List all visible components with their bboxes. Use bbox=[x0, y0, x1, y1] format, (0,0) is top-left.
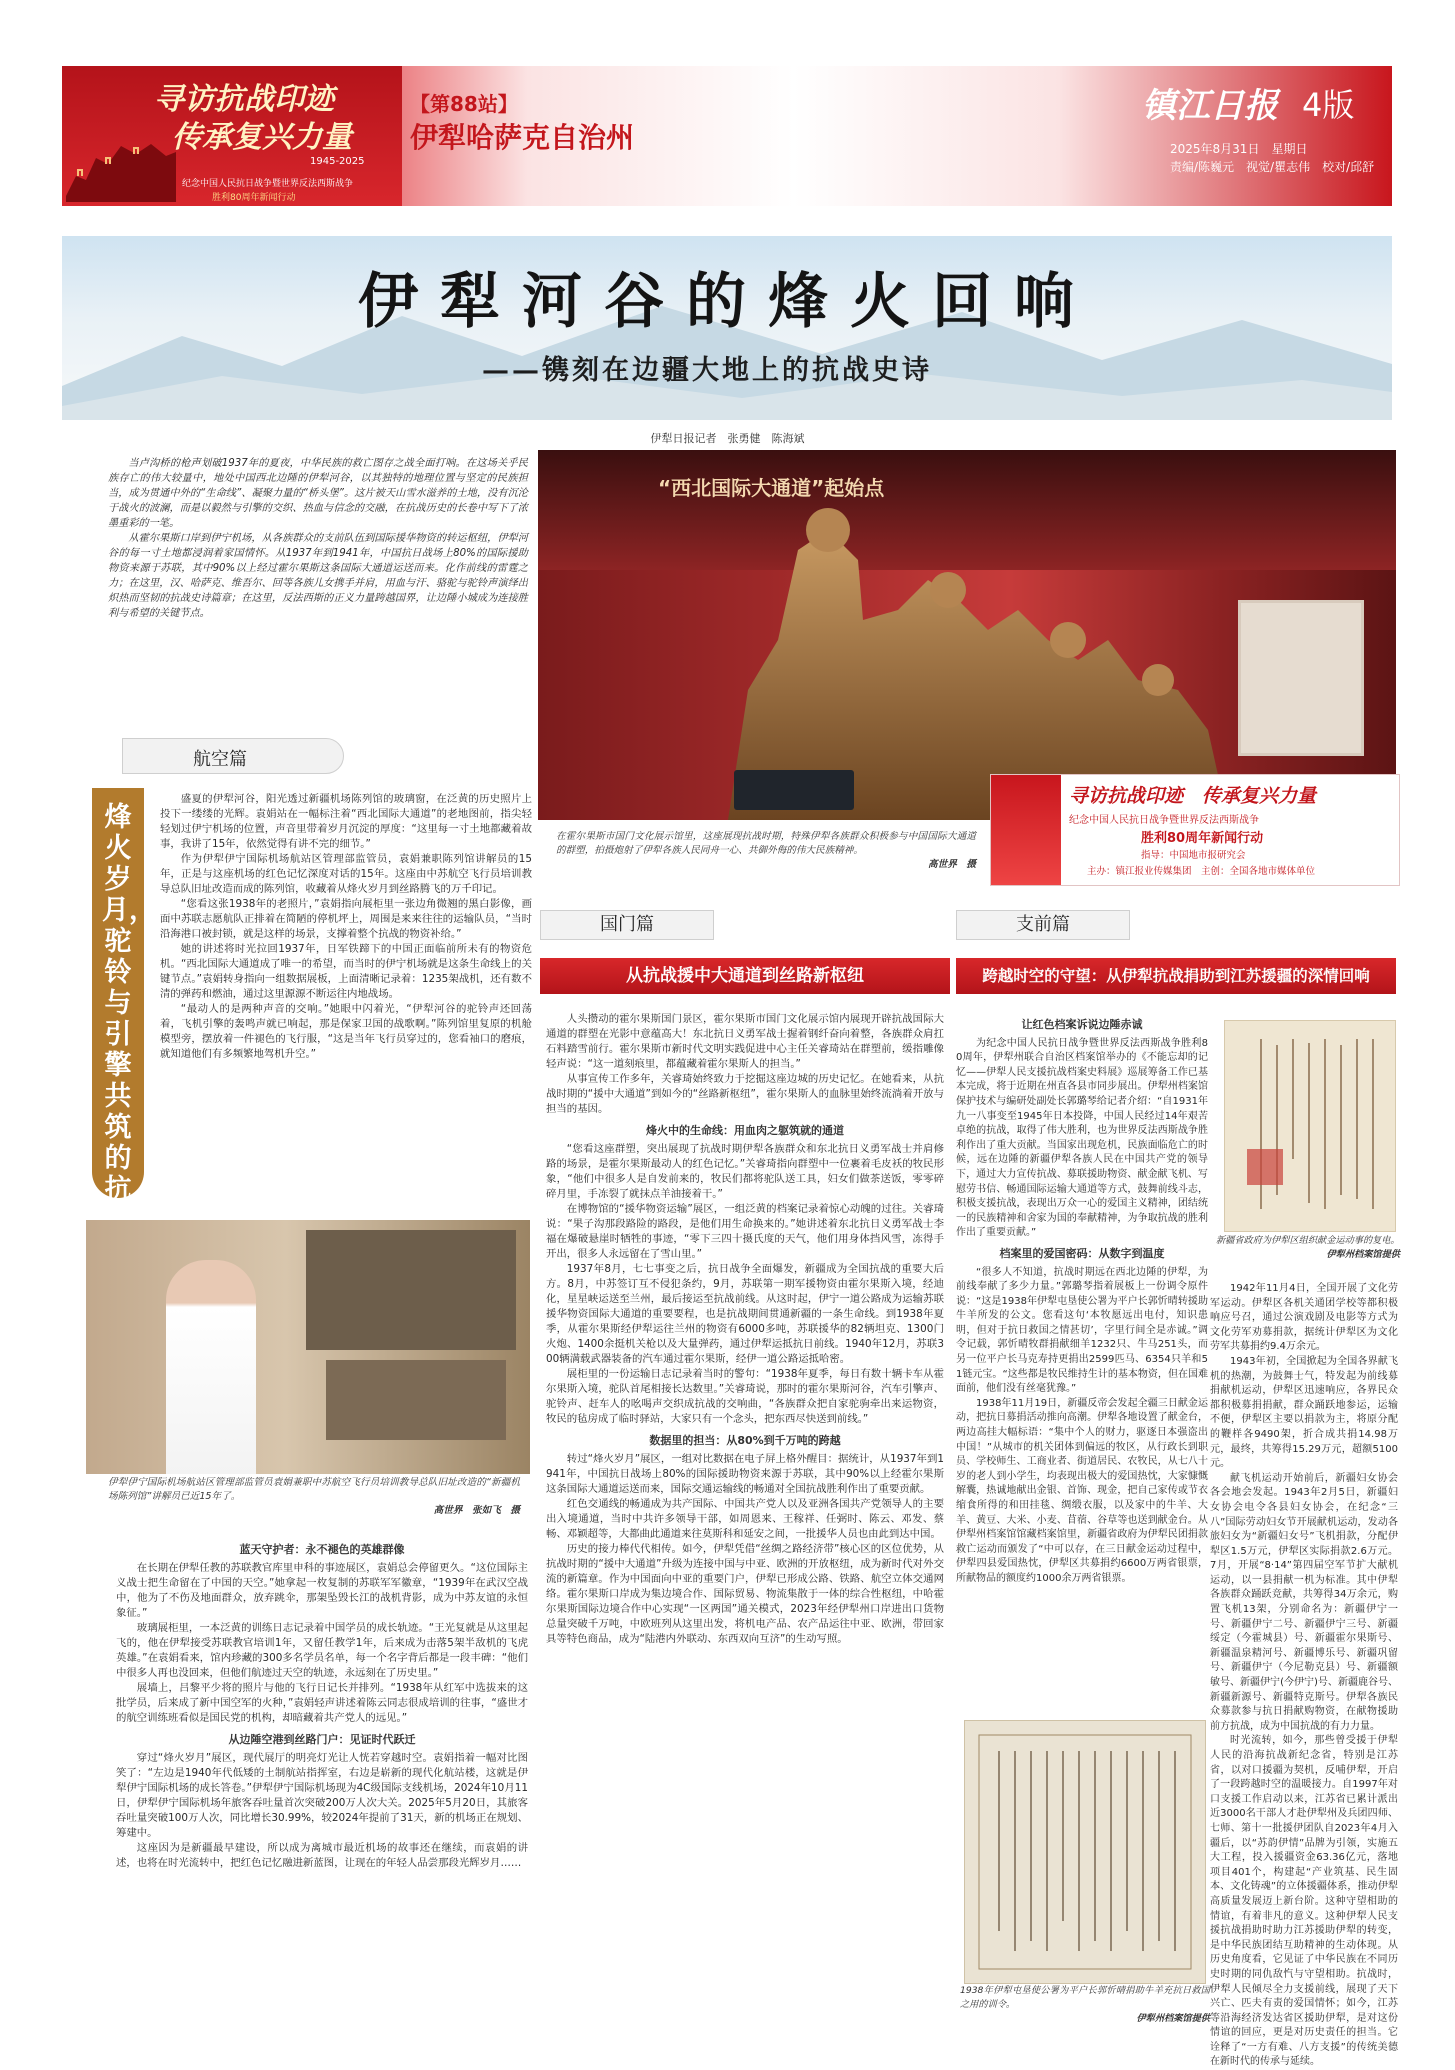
paragraph: 盛夏的伊犁河谷，阳光透过新疆机场陈列馆的玻璃窗，在泛黄的历史照片上投下一缕缕的光辉。袁娟站在一幅标注着“西北国际大通道”的老地图前，指尖轻轻划过伊宁机场的位置，声音里带着岁月沉淀的厚度：“这里每一寸土地都藏着故事，我讲了15年，依然觉得有讲不完的细节。” bbox=[160, 793, 532, 850]
support-headline: 跨越时空的守望：从伊犁抗战捐助到江苏援疆的深情回响 bbox=[956, 958, 1396, 994]
paragraph: 红色交通线的畅通成为共产国际、中国共产党人以及亚洲各国共产党领导人的主要出入境通道，当时中共许多领导干部，如周恩来、王稼祥、任弼时、陈云、邓发、蔡畅、邓颖超等，大都曲此通道来往莫斯科和延安之间，一批援华人员也由此到达中国。 bbox=[546, 1498, 944, 1540]
paragraph: 时光流转，如今，那些曾受援于伊犁人民的沿海抗战新纪念省，特别是江苏省，以对口援疆为契机，反哺伊犁，开启了一段跨越时空的温暖接力。自1997年对口支援工作启动以来，江苏省已累计派出近3000名干部人才赴伊犁州及兵团四师、七师、第十一批援伊团队自2023年4月入疆后，以“苏韵伊情”品牌为引领，实施五大工程，投入援疆资金63.36亿元，落地项目401个，构建起“产业筑基、民生固本、文化铸魂”的立体援疆体系，推动伊犁高质量发展迈上新台阶。这种守望相助的情谊，有着非凡的意义。这种伊犁人民支援抗战捐助时助力江苏援助伊犁的转变，是中华民族团结互助精神的生动体现。从历史角度看，它见证了中华民族在不同历史时期的同仇敌忾与守望相助。抗战时，伊犁人民倾尽全力支援前线，展现了天下兴亡、匹夫有责的爱国情怀；如今，江苏等沿海经济发达省区援助伊犁，是对这份情谊的回应，更是对历史责任的担当。它诠释了“一方有难、八方支援”的传统美德在新时代的传承与延续。 bbox=[1210, 1735, 1398, 2068]
main-photo-credit: 高世界 摄 bbox=[928, 859, 976, 870]
section-gateway-label bbox=[540, 910, 714, 940]
paragraph: 她的讲述将时光拉回1937年，日军铁蹄下的中国正面临前所未有的物资危机。“西北国际大通道成了唯一的希望，而当时的伊宁机场就是这条生命线上的关键节点。”袁娟转身指向一组数据展板，上面清晰记录着：1235架战机，还有数不清的弹药和燃油，通过这里源源不断运往内地战场。 bbox=[160, 943, 532, 1000]
great-wall-icon bbox=[66, 136, 176, 202]
badge-red-edge bbox=[991, 775, 1061, 885]
campaign-years: 1945-2025 bbox=[310, 156, 365, 167]
main-photo-caption-text: 在霍尔果斯市国门文化展示馆里，这座展现抗战时期，特殊伊犁各族群众积极参与中国国际大通道的群塑，拍摄炮射了伊犁各族人民同舟一心、共御外侮的伟大民族精神。 bbox=[556, 831, 976, 856]
masthead bbox=[62, 66, 1392, 206]
exhibit-plaque bbox=[734, 770, 854, 810]
vertical-title-text: 烽火岁月，驼铃与引擎共筑的抗 bbox=[102, 802, 156, 1205]
paragraph: “很多人不知道，抗战时期远在西北边陲的伊犁，为前线奉献了多少力量。”郭璐琴指着展板上一份调令原件说：“这是1938年伊犁屯垦使公署为平户长郭忻晴转援助牛羊所发的公文。您看这句‘本牧愿远出电付，知识患明，但对于抗日救国之情甚切’，字里行间全是赤诚。”调令记载，郭忻晴牧群捐献细羊1232只、牛马251头，而另一位平户长马克寿持更捐出2599匹马、6354只羊和51链元宝。“这些都是牧民维持生计的基本物资，但在国难面前，他们没有丝毫犹豫。” bbox=[956, 1266, 1208, 1395]
guide-figure bbox=[166, 1260, 256, 1474]
vertical-title bbox=[92, 788, 156, 1205]
paragraph: 这座因为是新疆最早建设，所以成为离城市最近机场的故事还在继续，而袁娟的讲述，也将在时光流转中，把红色记忆融进新蓝图，让现在的年轻人品尝那段光辉岁月…… bbox=[116, 1842, 528, 1869]
archive-order-photo bbox=[964, 1720, 1206, 1984]
paragraph: 献飞机运动开始前后，新疆妇女协会各会地会发起。1943年2月5日，新疆妇女协会电令各县妇女协会，在纪念“三八”国际劳动妇女节开展献机运动，发动各旅妇女为“新疆妇女号”飞机捐款，分配伊犁区1.5万元，伊犁区实际捐款2.6万元。7月，开展“8·14”第四届空军节扩大献机运动，以一县捐献一机为标准。其中伊犁各族群众踊跃竞献，共筹得34万余元，购置飞机13架，分别命名为：新疆伊宁一号、新疆伊宁二号、新疆伊宁三号、新疆绥定（今霍城县）号、新疆霍尔果斯号、新疆温泉精河号、新疆博乐号、新疆巩留号、新疆伊宁（今尼勒克县）号、新疆额敏号、新疆伊宁(今伊宁)号、新疆鹿谷号、新疆新源号、新疆特克斯号。伊犁各族民众募款参与抗日捐献购物资，在献物援助前方抗战，成为中国抗战的有力力量。 bbox=[1210, 1472, 1398, 1732]
badge-line1: 寻访抗战印迹 传承复兴力量 bbox=[1069, 785, 1317, 807]
aviation-text-bottom bbox=[116, 1536, 528, 1871]
guide-photo-credit: 高世界 张如飞 摄 bbox=[433, 1505, 520, 1516]
paragraph: 1942年11月4日，全国开展了文化劳军运动。伊犁区各机关通团学校等都积极响应号召，通过公演戏剧及电影等方式为文化劳军劝募捐款，据统计伊犁区为文化劳军共募捐约9.4万余元。 bbox=[1210, 1283, 1398, 1353]
paragraph: 从事宣传工作多年，关睿琦始终致力于挖掘这座边城的历史记忆。在她看来，从抗战时期的“援中大通道”到如今的“丝路新枢纽”，霍尔果斯人的血脉里始终流淌着开放与担当的基因。 bbox=[546, 1073, 944, 1115]
paragraph: 历史的接力棒代代相传。如今，伊犁凭借“丝绸之路经济带”核心区的区位优势，从抗战时期的“援中大通道”升级为连接中国与中亚、欧洲的开放枢纽，成为新时代对外交流的新篇章。作为中国面向中亚的重要门户，伊犁已形成公路、铁路、航空立体交通网络。霍尔果斯口岸成为集边境合作、国际贸易、物流集散于一体的综合性枢纽，中哈霍尔果斯国际边境合作中心实现“一区两国”通关模式，2023年经伊犁州口岸进出口货物总量突破千万吨，中欧班列从这里出发，将机电产品、农产品运往中亚、欧洲，带回家具等特色商品，成为“陆港内外联动、东西双向互济”的生动写照。 bbox=[546, 1543, 944, 1645]
photo-wall-frame bbox=[326, 1360, 506, 1440]
main-photo bbox=[538, 450, 1396, 820]
section-aviation-text: 航空篇 bbox=[193, 749, 247, 770]
guide-photo bbox=[86, 1220, 530, 1474]
main-photo-banner: “西北国际大通道”起始点 bbox=[658, 476, 885, 500]
stop-label: 【第88站】 bbox=[410, 92, 518, 116]
campaign-sub2: 胜利80周年新闻行动 bbox=[212, 193, 296, 203]
subheading: 数据里的担当：从80%到千万吨的跨越 bbox=[649, 1434, 841, 1447]
paragraph: 在博物馆的“援华物资运输”展区，一组泛黄的档案记录着惊心动魄的过往。关睿琦说：“果子沟那段路险的路段，是他们用生命换来的。”她讲述着东北抗日义勇军战士李福在爆破悬崖时牺牲的事迹，“零下三四十摄氏度的天气，他们用身体挡风雪，冻得手开出，很多人永远留在了雪山里。” bbox=[546, 1203, 944, 1260]
gateway-text bbox=[546, 1012, 944, 1647]
archive-order-caption bbox=[960, 1984, 1210, 2026]
support-text-right bbox=[1210, 1282, 1398, 2070]
section-gateway-text: 国门篇 bbox=[600, 914, 654, 935]
subheading: 档案里的爱国密码：从数字到温度 bbox=[999, 1246, 1165, 1260]
page-label: 4版 bbox=[1302, 86, 1355, 124]
campaign-sub: 纪念中国人民抗日战争暨世界反法西斯战争 bbox=[182, 179, 354, 189]
paragraph: “您看这座群塑，突出展现了抗战时期伊犁各族群众和东北抗日义勇军战士并肩修路的场景，是霍尔果斯最动人的红色记忆。”关睿琦指向群塑中一位裹着毛皮袄的牧民形象，“他们中很多人是自发前来的，牧民们都将驼队送工具，妇女们做茶送饭，零零碎碎月里，手冻裂了就抹点羊油接着干。” bbox=[546, 1143, 944, 1200]
paragraph: 作为伊犁伊宁国际机场航站区管理部监管员，袁娟兼职陈列馆讲解员的15年，正是与这座机场的红色记忆深度对话的15年。这座由中苏航空飞行员培训教导总队旧址改造而成的陈列馆，收藏着从烽火岁月到丝路腾飞的万千印记。 bbox=[160, 853, 532, 895]
archive-document-caption-text: 新疆省政府为伊犁区组织献金运动事的复电。 bbox=[1216, 1235, 1400, 1246]
archive-document-photo bbox=[1224, 1020, 1396, 1232]
paragraph: 1943年初，全国掀起为全国各界献飞机的热潮，为鼓舞士气，特发起为前线募捐献机运动，伊犁区迅速响应，各界民众都积极募捐捐献，群众踊跃地参运，运输不便，伊犁区主要以捐款为主，将原分配的鞭样各9490架，折合成共捐14.98万元，最终，共筹得15.29万元，超额5100元。 bbox=[1210, 1355, 1398, 1470]
archive-document-credit: 伊犁州档案馆提供 bbox=[1326, 1249, 1400, 1260]
paragraph: 1937年8月，七七事变之后，抗日战争全面爆发，新疆成为全国抗战的重要大后方。8月，中苏签订互不侵犯条约，9月，苏联第一期军援物资由霍尔果斯入境，经迪化，星星峡运送至兰州，最后接运至抗战前线。从这时起，伊宁一道公路成为运输苏联援华物资国际大通道的重要要程，也是抗战期间贯通新疆的一条生命线。到1938年夏季，从霍尔果斯经伊犁运往兰州的物资有6000多吨，苏联援华的82辆坦克、1300门火炮、1400余挺机关枪以及大量弹药，通过伊犁运抵抗日前线。1940年12月，苏联300辆满载武器装备的汽车通过霍尔果斯，经伊一道公路运抵哈密。 bbox=[546, 1263, 944, 1365]
badge-line4: 指导：中国地市报研究会 bbox=[1141, 850, 1246, 861]
paragraph: 在长期在伊犁任教的苏联教官库里申科的事迹展区，袁娟总会停留更久。“这位国际主义战士把生命留在了中国的天空。”她拿起一枚复制的苏联军军徽章，“1939年在武汉空战中，他为了不伤及地面群众，放弃跳伞，那架坠毁长江的战机背影，成为中苏友谊的永恒象征。” bbox=[116, 1562, 528, 1619]
intro-paragraph: 当卢沟桥的枪声划破1937年的夏夜，中华民族的救亡图存之战全面打响。在这场关乎民族存亡的伟大较量中，地处中国西北边陲的伊犁河谷，以其独特的地理位置与坚定的民族担当，成为贯通中外的“生命线”、凝聚力量的“桥头堡”。这片被天山雪水滋养的土地，没有沉沦于战火的波澜，而是以毅然与引擎的交织、热血与信念的交融，在抗战历史的长卷中写下了浓墨重彩的一笔。 bbox=[108, 458, 528, 529]
exhibit-screen bbox=[1238, 600, 1364, 756]
handwriting-icon bbox=[975, 1731, 1195, 1973]
hero-title: 伊犁河谷的烽火回响 bbox=[358, 267, 1096, 337]
section-aviation-label bbox=[122, 738, 344, 774]
newspaper-name: 镇江日报 bbox=[1142, 86, 1278, 126]
badge-line5: 主办：镇江报业传媒集团 主创：全国各地市媒体单位 bbox=[1087, 866, 1316, 877]
subheading: 从边陲空港到丝路门户：见证时代跃迁 bbox=[228, 1733, 416, 1746]
byline: 伊犁日报记者 张勇健 陈海斌 bbox=[650, 432, 805, 445]
section-support-label bbox=[956, 910, 1130, 940]
editors-line: 责编/陈巍元 视觉/瞿志伟 校对/邱舒 bbox=[1170, 160, 1375, 174]
campaign-logo bbox=[62, 66, 402, 206]
paragraph: 展柜里的一份运输日志记录着当时的警句：“1938年夏季，每日有数十辆卡车从霍尔果斯入境，驼队首尾相接长达数里。”关睿琦说，那时的霍尔果斯河谷，汽车引擎声、驼铃声、赶车人的吆喝声交织成抗战的交响曲，“各族群众把自家驼驹牵出来运物资，牧民的毡房成了临时驿站，大家只有一个念头，把东西尽快送到前线。” bbox=[546, 1368, 944, 1425]
paragraph: 人头攒动的霍尔果斯国门景区，霍尔果斯市国门文化展示馆内展现开辟抗战国际大通道的群塑在光影中意蕴高大！东北抗日义勇军战士握着钢纤奋向着整，各族群众肩扛石料踏雪前行。霍尔果斯市新时代文明实践促进中心主任关睿琦站在群塑前，缓指雕像轻声说：“这一道刻痕里，都蕴藏着霍尔果斯人的担当。” bbox=[546, 1013, 944, 1070]
campaign-badge bbox=[990, 774, 1400, 886]
handwriting-icon bbox=[1233, 1029, 1387, 1223]
section-support-text: 支前篇 bbox=[1016, 914, 1070, 935]
paragraph: 玻璃展柜里，一本泛黄的训练日志记录着中国学员的成长轨迹。“王光复就是从这里起飞的，他在伊犁接受苏联教官培训1年，又留任教学1年，后来成为击落5架半敌机的飞虎英雄。”在袁娟看来，馆内珍藏的300多名学员名单，每一个名字背后都是一段丰碑：“他们中很多人再也没回来，但他们航迹过天空的轨迹，永远刻在了历史里。” bbox=[116, 1622, 528, 1679]
paragraph: 为纪念中国人民抗日战争暨世界反法西斯战争胜利80周年，伊犁州联合自治区档案馆举办的《不能忘却的记忆——伊犁人民支援抗战档案史料展》巡展筹备工作已基本完成，将于近期在州直各县市同步展出。伊犁州档案馆保护技术与编研处副处长郭璐琴给记者介绍：“自1931年九一八事变至1945年日本投降，中国人民经过14年艰苦卓绝的抗战，取得了伟大胜利，也为世界反法西斯战争胜利作出了重大贡献。当国家出现危机，民族面临危亡的时候，远在边陲的新疆伊犁各族人民在中国共产党的领导下，通过大力宣传抗战、募联援助物资、献金献飞机、写慰劳书信、畅通国际运输大通道等方式，鼓舞前线斗志，积极支援抗战，表现出万众一心的爱国主义精神，团结统一的民族精神和舍家为国的奉献精神，为争取抗战的胜利作出了重要贡献。” bbox=[956, 1037, 1208, 1239]
gateway-headline: 从抗战援中大通道到丝路新枢纽 bbox=[540, 958, 950, 994]
campaign-line2: 传承复兴力量 bbox=[172, 120, 352, 155]
paragraph: 展墙上，吕黎平少将的照片与他的飞行日记长并排列。“1938年从红军中选拔来的这批学员，后来成了新中国空军的火种，”袁娟轻声讲述着陈云同志很成培训的往事，“盛世才的航空训练班看似是国民党的机构，却暗藏着共产党人的远见。” bbox=[116, 1682, 528, 1724]
photo-wall-frame bbox=[306, 1230, 516, 1350]
hero-banner bbox=[62, 236, 1392, 420]
subheading: 让红色档案诉说边陲赤诚 bbox=[1021, 1018, 1143, 1031]
paragraph: 穿过“烽火岁月”展区，现代展厅的明亮灯光让人恍若穿越时空。袁娟指着一幅对比图笑了：“左边是1940年代低矮的土制航站指挥室，右边是崭新的现代化航站楼，这就是伊犁伊宁国际机场的成长答卷。”伊犁伊宁国际机场现为4C级国际支线机场，2024年10月11日，伊犁伊宁国际机场年旅客吞吐量首次突破200万人次大关。2025年5月20日，其旅客吞吐量突破100万人次，同比增长30.99%，较2024年提前了31天，新的机场正在规划、筹建中。 bbox=[116, 1752, 528, 1839]
paragraph: “最动人的是两种声音的交响。”她眼中闪着光，“伊犁河谷的驼铃声还回荡着，飞机引擎的轰鸣声就已响起，那是保家卫国的战歌啊。”陈列馆里复原的机舱模型旁，摆放着一件褪色的飞行服，“这是当年飞行员穿过的，您看袖口的磨痕，就知道他们有多频繁地驾机升空。” bbox=[160, 1003, 532, 1060]
paragraph: 转过“烽火岁月”展区，一组对比数据在电子屏上格外醒目：据统计，从1937年到1941年，中国抗日战场上80%的国际援助物资来源于苏联，其中90%以上经霍尔果斯这条国际大通道运送而来，国际交通运输线的畅通对全国抗战胜利作出了重要贡献。 bbox=[546, 1453, 944, 1495]
badge-line2: 纪念中国人民抗日战争暨世界反法西斯战争 bbox=[1069, 815, 1259, 826]
campaign-line1: 寻访抗战印迹 bbox=[154, 82, 334, 117]
archive-order-caption-text: 1938年伊犁屯垦使公署为平户长郭忻晴捐助牛羊充抗日救国之用的训令。 bbox=[960, 1985, 1210, 2010]
main-photo-caption bbox=[556, 830, 976, 872]
paragraph: 1938年11月19日，新疆反帝会发起全疆三日献金运动，把抗日募捐活动推向高潮。伊犁各地设置了献金台，两边高挂大幅标语：“集中个人的财力，驱逐日本强盗出中国！”从城市的机关团体到偏远的牧区，从行政长到职员、学校师生、工商业者、街道居民、农牧民，从七八十岁的老人到小学生，均表现出极大的爱国热忱，大家慷慨解囊，热诚地献出金银、首饰、现金，把自己家传或节衣缩食所得的和田挂毯、绸缎衣服，以及家中的牛羊、大羊、黄豆、大米、小麦、苜蓿、谷草等也送到献金台。从伊犁州档案馆馆藏档案馆里，新疆省政府为伊犁民团捐款救亡运动而颁发了“中可以存，在三日献金运动过程中，伊犁四县爱国热忱，伊犁区共募捐约6600万两省银票，所献物品的额度约1000余万两省银票。 bbox=[956, 1397, 1208, 1584]
intro-text bbox=[108, 456, 528, 621]
date-line: 2025年8月31日 星期日 bbox=[1170, 142, 1308, 156]
subheading: 烽火中的生命线：用血肉之躯筑就的通道 bbox=[646, 1124, 844, 1137]
guide-photo-caption-text: 伊犁伊宁国际机场航站区管理部监管员袁娟兼职中苏航空飞行员培训教导总队旧址改造的“新疆机场陈列馆”讲解员已近15年了。 bbox=[108, 1477, 520, 1502]
badge-line3: 胜利80周年新闻行动 bbox=[1141, 831, 1264, 846]
paragraph: “您看这张1938年的老照片，”袁娟指向展柜里一张边角微翘的黑白影像，画面中苏联志愿航队正排着在简陋的停机坪上，周围是来来往往的运输队员，“当时沿海港口被封锁，就是这样的场景，支撑着整个抗战的物资补给。” bbox=[160, 898, 532, 940]
region-name: 伊犁哈萨克自治州 bbox=[410, 121, 635, 154]
archive-order-credit: 伊犁州档案馆提供 bbox=[1136, 2013, 1210, 2024]
intro-paragraph: 从霍尔果斯口岸到伊宁机场，从各族群众的支前队伍到国际援华物资的转运枢纽，伊犁河谷的每一寸土地都浸润着家国情怀。从1937年到1941年，中国抗日战场上80%的国际援助物资来源于苏联，其中90%以上经过霍尔果斯这条国际大通道运送而来。化作前线的雷霆之力；在这里，汉、哈萨克、维吾尔、回等各族儿女携手并肩，用血与汗、骆驼与驼铃声演绎出炽热而坚韧的抗战史诗篇章；在这里，反法西斯的正义力量跨越国界，让边陲小城成为连接胜利与希望的关键节点。 bbox=[108, 533, 528, 619]
aviation-text-top bbox=[160, 792, 532, 1062]
hero-subtitle: ——镌刻在边疆大地上的抗战史诗 bbox=[482, 355, 932, 386]
subheading: 蓝天守护者：永不褪色的英雄群像 bbox=[239, 1543, 405, 1556]
archive-document-caption bbox=[1216, 1234, 1400, 1262]
support-text-top bbox=[956, 1012, 1208, 1587]
guide-photo-caption bbox=[108, 1476, 520, 1518]
